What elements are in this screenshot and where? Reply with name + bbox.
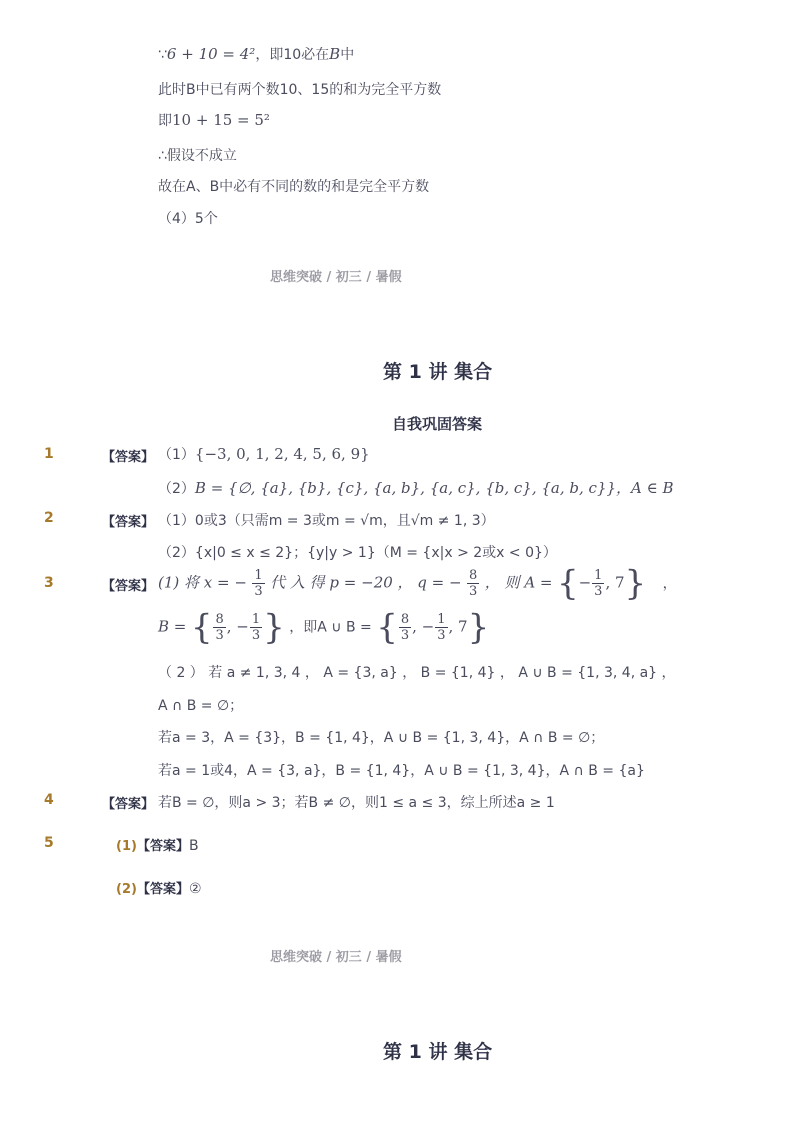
lecture-title: 第 1 讲 集合: [383, 361, 493, 383]
part-label: （1）: [158, 447, 195, 463]
fraction: [252, 568, 264, 599]
q5-part-1: [116, 835, 199, 854]
proof-line-2: 此时B中已有两个数10、15的和为完全平方数: [158, 82, 442, 98]
proof-line-5: 故在A、B中必有不同的数的和是完全平方数: [158, 179, 430, 195]
because-symbol: ∵: [158, 47, 167, 63]
q2-part-1: （1）0或3（只需m = 3或m = √m，且√m ≠ 1, 3）: [158, 513, 495, 529]
denominator: 3: [400, 628, 410, 643]
answer-tag: 【答案】: [136, 882, 189, 897]
q1-part-1: [158, 444, 370, 464]
answer-tag: 【答案】: [102, 579, 155, 594]
fraction: [250, 612, 262, 643]
answer-tag: 【答案】: [102, 515, 155, 530]
numerator: 1: [437, 612, 446, 627]
denominator: 3: [469, 584, 478, 599]
part-label: (1): [116, 839, 137, 854]
question-number: 1: [44, 446, 54, 462]
comma-minus: , −: [412, 617, 435, 636]
q3-line-1: [158, 563, 677, 604]
q5-part-2: [116, 878, 202, 897]
text: 即: [158, 113, 172, 129]
answer-tag: 【答案】: [102, 450, 155, 465]
text: ，: [662, 575, 677, 592]
denominator: 3: [251, 628, 261, 643]
answer-value: {−3, 0, 1, 2, 4, 5, 6, 9}: [194, 445, 370, 463]
q3-line-2: [158, 607, 490, 648]
answer-value: B: [188, 838, 199, 854]
q3-line-3: （ 2 ） 若 a ≠ 1, 3, 4 ， A = {3, a} ， B = {1, 4} ， A ∪ B = {1, 3, 4, a} ，: [158, 665, 676, 681]
right-brace: }: [467, 607, 490, 648]
q3-line-4: A ∩ B = ∅；: [158, 698, 244, 714]
left-brace: {: [556, 563, 579, 604]
text: , 7: [448, 617, 468, 636]
proof-line-1: [158, 44, 354, 64]
answer-value: ②: [188, 881, 202, 897]
page-footer: 思维突破 / 初三 / 暑假: [270, 270, 402, 285]
equation: 10 + 15 = 5²: [172, 111, 270, 129]
answer-part-4: （4）5个: [158, 211, 218, 227]
left-brace: {: [190, 607, 213, 648]
question-number: 2: [44, 510, 54, 526]
text: 中: [340, 47, 355, 63]
q3-line-5: 若a = 3，A = {3}，B = {1, 4}，A ∪ B = {1, 3, 4}，A ∩ B = ∅；: [158, 730, 605, 746]
q4-answer: 若B = ∅，则a > 3；若B ≠ ∅，则1 ≤ a ≤ 3，综上所述a ≥ 1: [158, 795, 555, 811]
fraction: [213, 612, 225, 643]
text: (1) 将 x = −: [158, 573, 247, 592]
left-brace: {: [376, 607, 398, 648]
equation: 6 + 10 = 4²: [166, 45, 256, 63]
numerator: 1: [594, 568, 603, 583]
fraction: [399, 612, 411, 643]
question-number: 4: [44, 792, 54, 808]
minus: −: [578, 573, 592, 592]
answer-value: B = {∅, {a}, {b}, {c}, {a, b}, {a, c}, {b, c}, {a, b, c}}，A ∈ B: [194, 479, 674, 497]
fraction: [592, 568, 604, 599]
denominator: 3: [254, 584, 263, 599]
text: ，即A ∪ B =: [289, 619, 372, 636]
comma-minus: , −: [226, 617, 249, 636]
proof-line-3: [158, 110, 270, 130]
text: B =: [158, 617, 187, 636]
denominator: 3: [437, 628, 446, 643]
text: ， 则 A =: [484, 573, 553, 592]
proof-line-4: ∴假设不成立: [158, 148, 237, 164]
numerator: 1: [254, 568, 263, 583]
numerator: 8: [469, 568, 478, 583]
text: 代 入 得 p = −20 ， q = −: [270, 573, 462, 592]
denominator: 3: [594, 584, 603, 599]
answer-tag: 【答案】: [136, 839, 189, 854]
numerator: 8: [400, 612, 410, 627]
denominator: 3: [215, 628, 224, 643]
right-brace: }: [624, 563, 647, 604]
q3-line-6: 若a = 1或4，A = {3, a}，B = {1, 4}，A ∪ B = {1, 3, 4}，A ∩ B = {a}: [158, 763, 645, 779]
set-b: B: [329, 45, 341, 63]
right-brace: }: [263, 607, 285, 648]
numerator: 1: [251, 612, 261, 627]
fraction: [435, 612, 447, 643]
q1-part-2: [158, 477, 674, 498]
question-number: 3: [44, 575, 54, 591]
numerator: 8: [215, 612, 224, 627]
question-number: 5: [44, 835, 54, 851]
fraction: [467, 568, 479, 599]
q2-part-2: （2）{x|0 ≤ x ≤ 2}；{y|y > 1}（M = {x|x > 2或x < 0}）: [158, 545, 557, 561]
part-label: (2): [116, 882, 137, 897]
page-footer: 思维突破 / 初三 / 暑假: [270, 950, 402, 965]
section-subtitle: 自我巩固答案: [392, 415, 483, 433]
lecture-title: 第 1 讲 集合: [383, 1041, 493, 1063]
text: ，即10必在: [255, 47, 330, 63]
part-label: （2）: [158, 481, 195, 497]
text: , 7: [605, 573, 625, 592]
answer-tag: 【答案】: [102, 797, 155, 812]
